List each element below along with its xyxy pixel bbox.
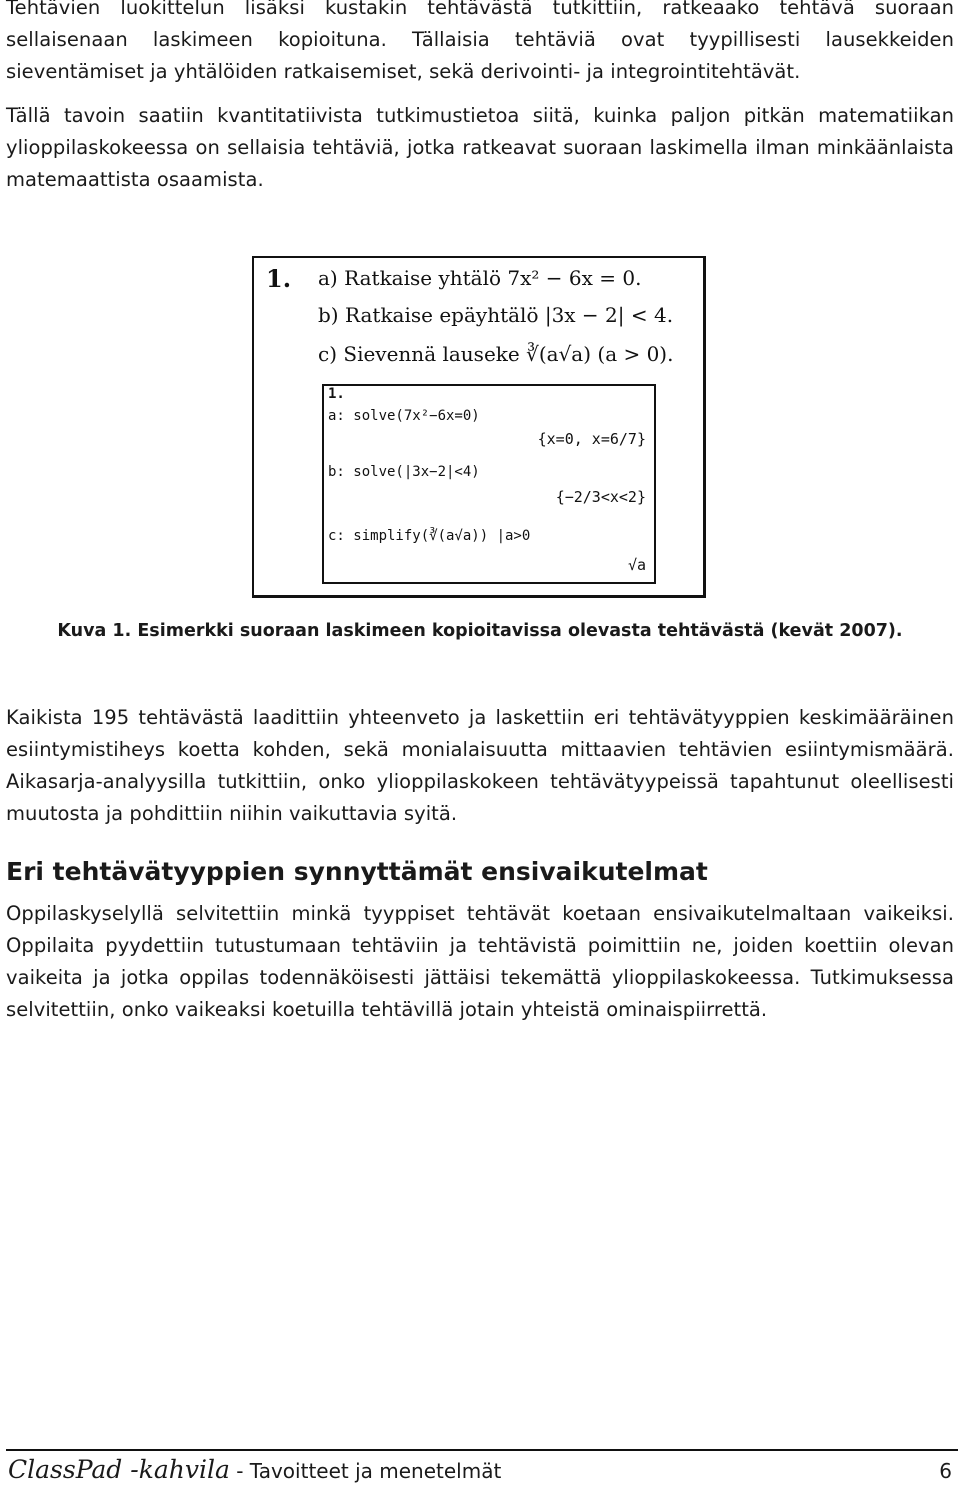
calculator-number: 1. bbox=[328, 386, 345, 402]
calculator-result-a: {x=0, x=6/7} bbox=[537, 430, 646, 448]
calculator-input-b: b: solve(|3x−2|<4) bbox=[328, 464, 480, 480]
footer-brand: ClassPad -kahvila bbox=[8, 1455, 230, 1484]
page-number: 6 bbox=[939, 1459, 952, 1483]
paragraph-method: Tällä tavoin saatiin kvantitatiivista tutkimustietoa siitä, kuinka paljon pitkän matematiikan ylioppilaskokeessa on sellaisia tehtäviä, jotka ratkeavat suoraan laskimella ilman minkäänlaista matemaattista osaamista. bbox=[6, 104, 954, 191]
figure-exam-example bbox=[252, 256, 706, 598]
figure-task-number: 1. bbox=[266, 264, 292, 293]
figure-task-c: c) Sievennä lauseke ∛(a√a) (a > 0). bbox=[318, 342, 674, 366]
footer-divider bbox=[6, 1449, 958, 1451]
calculator-input-a: a: solve(7x²−6x=0) bbox=[328, 408, 480, 424]
figure-task-b: b) Ratkaise epäyhtälö |3x − 2| < 4. bbox=[318, 303, 674, 327]
paragraph-intro: Tehtävien luokittelun lisäksi kustakin tehtävästä tutkittiin, ratkeaako tehtävä suoraan sellaisenaan laskimeen kopioituna. Tällaisia tehtäviä ovat tyypillisesti lausekkeiden sieventämiset ja yhtälöiden ratkaisemiset, sekä derivointi- ja integrointitehtävät. bbox=[6, 0, 954, 83]
figure-caption: Kuva 1. Esimerkki suoraan laskimeen kopioitavissa olevasta tehtävästä (kevät 2007). bbox=[57, 621, 903, 641]
footer-title bbox=[8, 1455, 501, 1484]
calculator-result-c: √a bbox=[627, 556, 646, 574]
calculator-input-c: c: simplify(∛(a√a)) |a>0 bbox=[328, 528, 531, 544]
section-heading: Eri tehtävätyyppien synnyttämät ensivaikutelmat bbox=[6, 857, 708, 886]
paragraph-survey: Oppilaskyselyllä selvitettiin minkä tyyppiset tehtävät koetaan ensivaikutelmaltaan vaikeiksi. Oppilaita pyydettiin tutustumaan tehtäviin ja tehtävistä poimittiin ne, joiden koettiin olevan vaikeita ja jotka oppilas todennäköisesti jättäisi tekemättä ylioppilaskokeessa. Tutkimuksessa selvitettiin, onko vaikeaksi koetuilla tehtävillä jotain yhteistä ominaispiirrettä. bbox=[6, 902, 954, 1021]
figure-task-a: a) Ratkaise yhtälö 7x² − 6x = 0. bbox=[318, 266, 642, 290]
calculator-screen bbox=[322, 384, 656, 584]
paragraph-summary: Kaikista 195 tehtävästä laadittiin yhteenveto ja laskettiin eri tehtävätyyppien keskimääräinen esiintymistiheys koetta kohden, sekä monialaisuutta mittaavien tehtävien esiintymismäärä. Aikasarja-analyysilla tutkittiin, onko ylioppilaskokeen tehtävätyypeissä tapahtunut oleellisesti muutosta ja pohdittiin niihin vaikuttavia syitä. bbox=[6, 706, 954, 825]
calculator-result-b: {−2/3<x<2} bbox=[555, 488, 646, 506]
footer-subtitle: - Tavoitteet ja menetelmät bbox=[229, 1459, 502, 1483]
